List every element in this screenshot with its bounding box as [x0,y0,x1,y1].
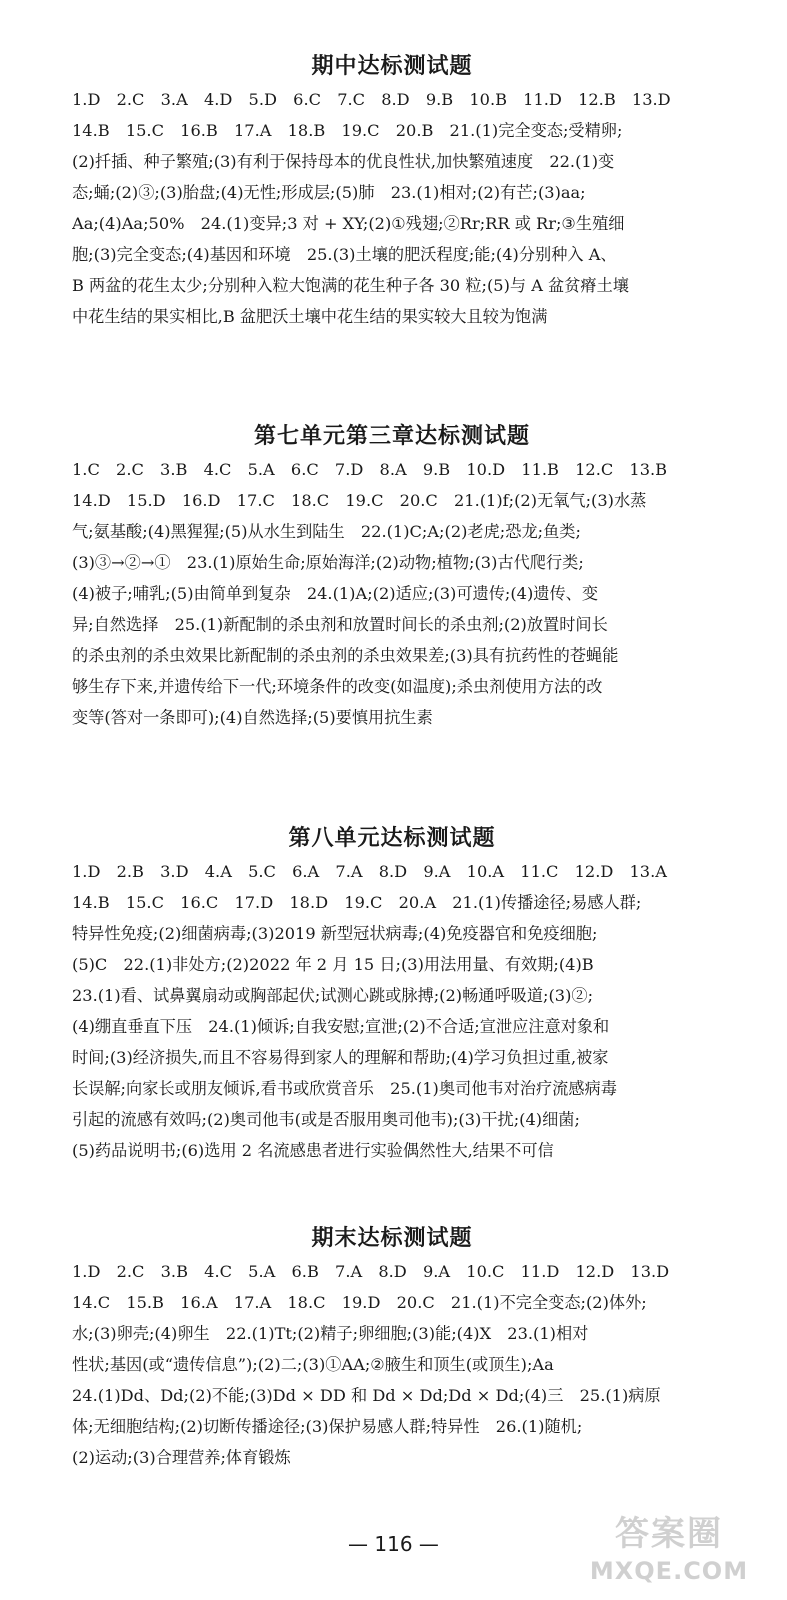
answer-line: 体;无细胞结构;(2)切断传播途径;(3)保护易感人群;特异性 26.(1)随机; [72,1417,583,1436]
answer-line: B 两盆的花生太少;分别种入粒大饱满的花生种子各 30 粒;(5)与 A 盆贫瘠土壤 [72,276,629,295]
answer-line: 1.D 2.B 3.D 4.A 5.C 6.A 7.A 8.D 9.A 10.A 11.C 12.D 13.A [72,862,667,881]
answer-line: 14.B 15.C 16.B 17.A 18.B 19.C 20.B 21.(1)完全变态;受精卵; [72,121,623,140]
section-final [72,1222,712,1473]
answer-line: 1.D 2.C 3.A 4.D 5.D 6.C 7.C 8.D 9.B 10.B 11.D 12.B 13.D [72,90,671,109]
answer-line: 1.C 2.C 3.B 4.C 5.A 6.C 7.D 8.A 9.B 10.D 11.B 12.C 13.B [72,460,668,479]
answer-line: (5)C 22.(1)非处方;(2)2022 年 2 月 15 日;(3)用法用量、有效期;(4)B [72,955,594,974]
answer-line: 性状;基因(或“遗传信息”);(2)二;(3)①AA;②腋生和顶生(或顶生);Aa [72,1355,554,1374]
page-number: — 116 — [348,1532,439,1556]
answer-line: 时间;(3)经济损失,而且不容易得到家人的理解和帮助;(4)学习负担过重,被家 [72,1048,609,1067]
answer-line: 14.C 15.B 16.A 17.A 18.C 19.D 20.C 21.(1)不完全变态;(2)体外; [72,1293,647,1312]
section-unit7-ch3 [72,420,712,733]
answer-line: 14.D 15.D 16.D 17.C 18.C 19.C 20.C 21.(1)f;(2)无氧气;(3)水蒸 [72,491,647,510]
answer-line: (2)扦插、种子繁殖;(3)有利于保持母本的优良性状,加快繁殖速度 22.(1)变 [72,152,615,171]
answer-line: 够生存下来,并遗传给下一代;环境条件的改变(如温度);杀虫剂使用方法的改 [72,677,603,696]
answer-line: (2)运动;(3)合理营养;体育锻炼 [72,1448,291,1467]
answer-line: 变等(答对一条即可);(4)自然选择;(5)要慎用抗生素 [72,708,433,727]
answer-line: (4)被子;哺乳;(5)由简单到复杂 24.(1)A;(2)适应;(3)可遗传;(4)遗传、变 [72,584,599,603]
answer-line: 特异性免疫;(2)细菌病毒;(3)2019 新型冠状病毒;(4)免疫器官和免疫细胞; [72,924,598,943]
section-title: 第七单元第三章达标测试题 [253,424,530,449]
answer-line: 异;自然选择 25.(1)新配制的杀虫剂和放置时间长的杀虫剂;(2)放置时间长 [72,615,608,634]
answer-line: 24.(1)Dd、Dd;(2)不能;(3)Dd × DD 和 Dd × Dd;Dd × Dd;(4)三 25.(1)病原 [72,1386,661,1405]
answer-line: Aa;(4)Aa;50% 24.(1)变异;3 对 + XY;(2)①残翅;②Rr;RR 或 Rr;③生殖细 [72,214,625,233]
section-unit8 [72,822,712,1166]
answer-line: 水;(3)卵壳;(4)卵生 22.(1)Tt;(2)精子;卵细胞;(3)能;(4)X 23.(1)相对 [72,1324,589,1343]
watermark-logo [569,1512,769,1592]
answer-line: 气;氨基酸;(4)黑猩猩;(5)从水生到陆生 22.(1)C;A;(2)老虎;恐龙;鱼类; [72,522,581,541]
answer-line: 态;蛹;(2)③;(3)胎盘;(4)无性;形成层;(5)肺 23.(1)相对;(2)有芒;(3)aa; [72,183,586,202]
section-title: 第八单元达标测试题 [288,826,496,851]
answer-line: 14.B 15.C 16.C 17.D 18.D 19.C 20.A 21.(1)传播途径;易感人群; [72,893,642,912]
watermark-title: 答案圈 [615,1514,723,1554]
answer-line: 长误解;向家长或朋友倾诉,看书或欣赏音乐 25.(1)奥司他韦对治疗流感病毒 [72,1079,617,1098]
section-midterm [72,50,712,332]
watermark-url: MXQE.COM [589,1557,749,1585]
answer-line: (4)绷直垂直下压 24.(1)倾诉;自我安慰;宣泄;(2)不合适;宣泄应注意对象和 [72,1017,610,1036]
answer-line: (5)药品说明书;(6)选用 2 名流感患者进行实验偶然性大,结果不可信 [72,1141,554,1160]
answer-line: 引起的流感有效吗;(2)奥司他韦(或是否服用奥司他韦);(3)干扰;(4)细菌; [72,1110,580,1129]
answer-line: (3)③→②→① 23.(1)原始生命;原始海洋;(2)动物;植物;(3)古代爬行类; [72,553,584,572]
answer-line: 胞;(3)完全变态;(4)基因和环境 25.(3)土壤的肥沃程度;能;(4)分别种入 A、 [72,245,617,264]
answer-line: 1.D 2.C 3.B 4.C 5.A 6.B 7.A 8.D 9.A 10.C 11.D 12.D 13.D [72,1262,670,1281]
answer-line: 23.(1)看、试鼻翼扇动或胸部起伏;试测心跳或脉搏;(2)畅通呼吸道;(3)②; [72,986,594,1005]
answer-line: 的杀虫剂的杀虫效果比新配制的杀虫剂的杀虫效果差;(3)具有抗药性的苍蝇能 [72,646,619,665]
section-title: 期中达标测试题 [311,54,473,79]
section-title: 期末达标测试题 [311,1226,473,1251]
answer-line: 中花生结的果实相比,B 盆肥沃土壤中花生结的果实较大且较为饱满 [72,307,548,326]
